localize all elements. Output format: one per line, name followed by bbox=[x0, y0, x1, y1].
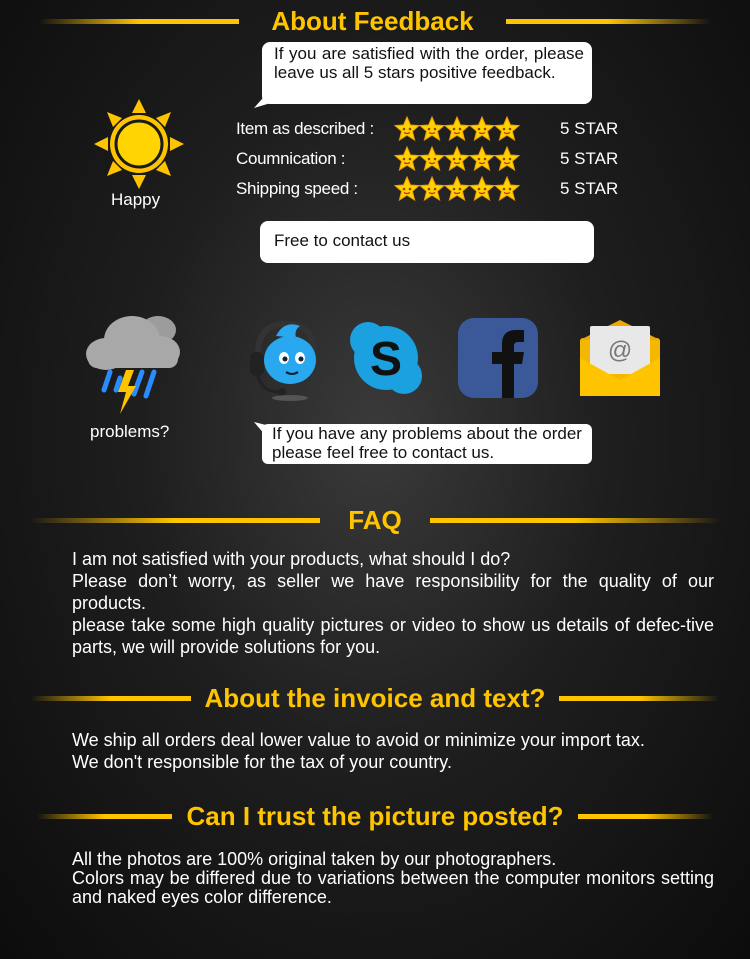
faq-line: I am not satisfied with your products, what should I do? bbox=[72, 549, 511, 569]
invoice-text bbox=[72, 729, 714, 773]
svg-text:S: S bbox=[369, 333, 403, 386]
heading-title: FAQ bbox=[348, 504, 402, 535]
problems-bubble-tail bbox=[254, 422, 270, 436]
picture-text bbox=[72, 850, 714, 907]
invoice-line: We ship all orders deal lower value to avoid or minimize your import tax. bbox=[72, 730, 645, 750]
happy-label: Happy bbox=[111, 190, 161, 209]
storm-cloud-icon bbox=[84, 310, 184, 422]
heading-line-right bbox=[559, 696, 719, 701]
picture-heading bbox=[0, 799, 750, 833]
free-contact-text: Free to contact us bbox=[274, 231, 411, 250]
star-rating bbox=[394, 176, 554, 202]
sun-icon bbox=[94, 99, 184, 189]
picture-line: Colors may be differed due to variations between the computer monitors setting and naked eyes color difference. bbox=[72, 868, 714, 907]
star-icon bbox=[394, 116, 420, 142]
heading-line-left bbox=[31, 696, 191, 701]
free-contact-bubble bbox=[260, 221, 594, 263]
heading-title: About the invoice and text? bbox=[204, 682, 546, 713]
star-rating bbox=[394, 146, 554, 172]
problems-bubble bbox=[262, 424, 592, 464]
faq-line: please take some high quality pictures or video to show us details of defec-tive parts, we will provide solutions for you. bbox=[72, 615, 714, 657]
star-icon bbox=[419, 176, 445, 202]
facebook-icon[interactable] bbox=[458, 318, 538, 398]
rating-label: Coumnication : bbox=[236, 149, 346, 168]
star-icon bbox=[444, 116, 470, 142]
star-rating bbox=[394, 116, 554, 142]
heading-line-right bbox=[430, 518, 720, 523]
heading-line-left bbox=[37, 814, 172, 819]
rating-row bbox=[236, 176, 636, 202]
rating-label: Shipping speed : bbox=[236, 179, 358, 198]
picture-line: All the photos are 100% original taken by our photographers. bbox=[72, 849, 557, 869]
rating-value: 5 STAR bbox=[560, 119, 619, 138]
rating-label: Item as described : bbox=[236, 119, 374, 138]
heading-line-right bbox=[506, 19, 711, 24]
about-feedback-heading bbox=[0, 4, 750, 38]
heading-title: Can I trust the picture posted? bbox=[186, 800, 564, 831]
rating-value: 5 STAR bbox=[560, 179, 619, 198]
star-icon bbox=[494, 116, 520, 142]
svg-text:@: @ bbox=[607, 337, 633, 364]
invoice-line: We don't responsible for the tax of your country. bbox=[72, 752, 452, 772]
star-icon bbox=[444, 176, 470, 202]
rating-row bbox=[236, 146, 636, 172]
star-icon bbox=[419, 146, 445, 172]
star-icon bbox=[394, 146, 420, 172]
star-icon bbox=[494, 146, 520, 172]
bubble-tail bbox=[252, 88, 274, 110]
invoice-heading bbox=[0, 681, 750, 715]
heading-line-left bbox=[39, 19, 239, 24]
rating-value: 5 STAR bbox=[560, 149, 619, 168]
heading-title: About Feedback bbox=[271, 5, 474, 36]
rating-row bbox=[236, 116, 636, 142]
star-icon bbox=[419, 116, 445, 142]
star-icon bbox=[469, 176, 495, 202]
skype-icon[interactable] bbox=[346, 318, 426, 398]
faq-line: Please don’t worry, as seller we have responsibility for the quality of our products. bbox=[72, 571, 714, 613]
problems-label: problems? bbox=[90, 422, 170, 441]
email-icon[interactable] bbox=[578, 318, 662, 398]
feedback-request-text: If you are satisfied with the order, please leave us all 5 stars positive feedback. bbox=[274, 44, 584, 82]
heading-line-left bbox=[30, 518, 320, 523]
headset-chat-icon[interactable] bbox=[244, 316, 324, 402]
heading-line-right bbox=[578, 814, 713, 819]
star-icon bbox=[469, 146, 495, 172]
faq-heading bbox=[0, 503, 750, 537]
feedback-request-bubble bbox=[262, 42, 592, 104]
star-icon bbox=[494, 176, 520, 202]
faq-text bbox=[72, 548, 714, 658]
star-icon bbox=[469, 116, 495, 142]
problems-text: If you have any problems about the order please feel free to contact us. bbox=[272, 424, 582, 462]
star-icon bbox=[444, 146, 470, 172]
star-icon bbox=[394, 176, 420, 202]
